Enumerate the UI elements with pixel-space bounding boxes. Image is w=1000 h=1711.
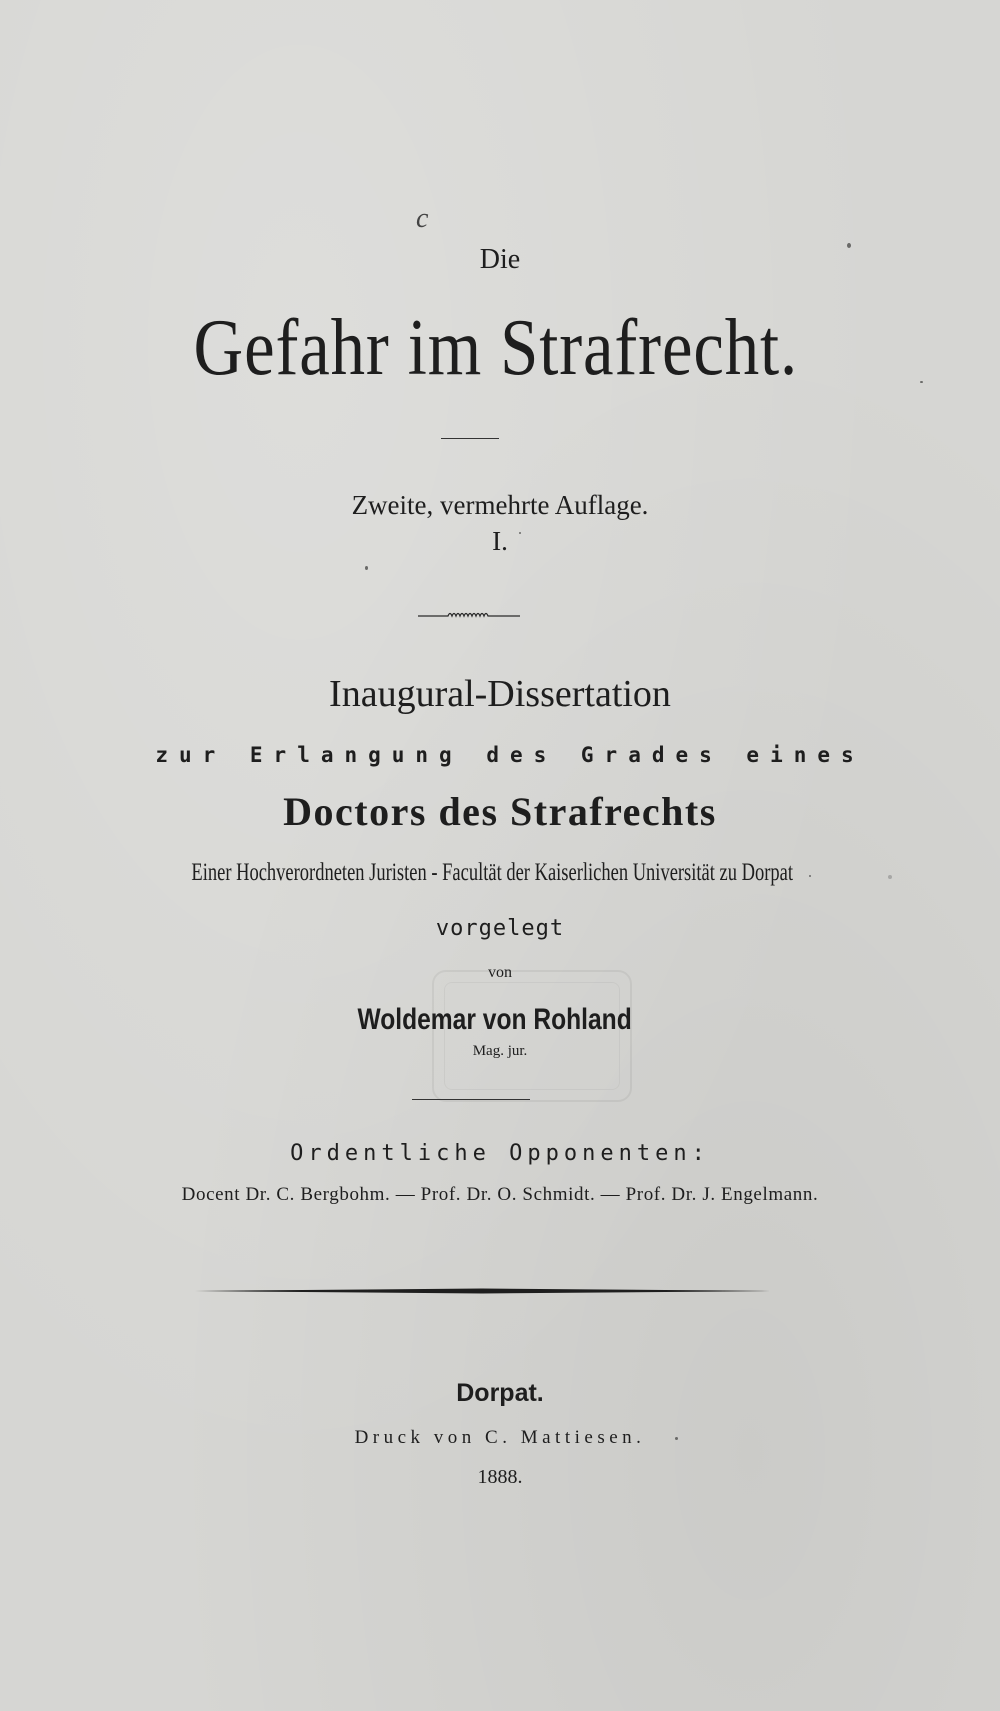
paper-speck [519,532,521,534]
paper-speck [888,875,892,879]
handwritten-mark: c [416,203,429,234]
short-rule [441,438,499,439]
paper-speck [847,243,851,248]
edition-statement: Zweite, vermehrte Auflage. [351,490,649,520]
degree-title: Doctors des Strafrechts [283,789,717,834]
by-label: von [488,964,512,981]
title-article: Die [479,244,521,275]
thick-tapered-rule [195,1288,770,1294]
library-stamp [432,970,632,1102]
purpose-line: zur Erlangung des Grades eines [155,743,865,767]
faculty-line: Einer Hochverordneten Juristen - Facultät der Kaiserlichen Universität zu Dorpat [191,859,793,886]
paper-speck [675,1437,678,1440]
main-title: Gefahr im Strafrecht. [193,304,799,392]
opponents-list: Docent Dr. C. Bergbohm. — Prof. Dr. O. Schmidt. — Prof. Dr. J. Engelmann. [181,1184,819,1205]
wavy-rule-ornament [418,608,520,622]
paper-speck [365,566,368,570]
dissertation-label: Inaugural-Dissertation [329,673,671,715]
submitted-label: vorgelegt [435,916,565,941]
volume-number: I. [492,526,508,556]
paper-speck [809,875,811,877]
author-name: Woldemar von Rohland [357,1003,632,1036]
opponents-heading: Ordentliche Opponenten: [290,1141,710,1166]
paper-speck [920,381,923,383]
printer-line: Druck von C. Mattiesen. [354,1427,646,1448]
publication-city: Dorpat. [456,1379,544,1407]
author-rule [412,1099,530,1100]
publication-year: 1888. [477,1466,523,1488]
author-degree: Mag. jur. [472,1043,528,1059]
